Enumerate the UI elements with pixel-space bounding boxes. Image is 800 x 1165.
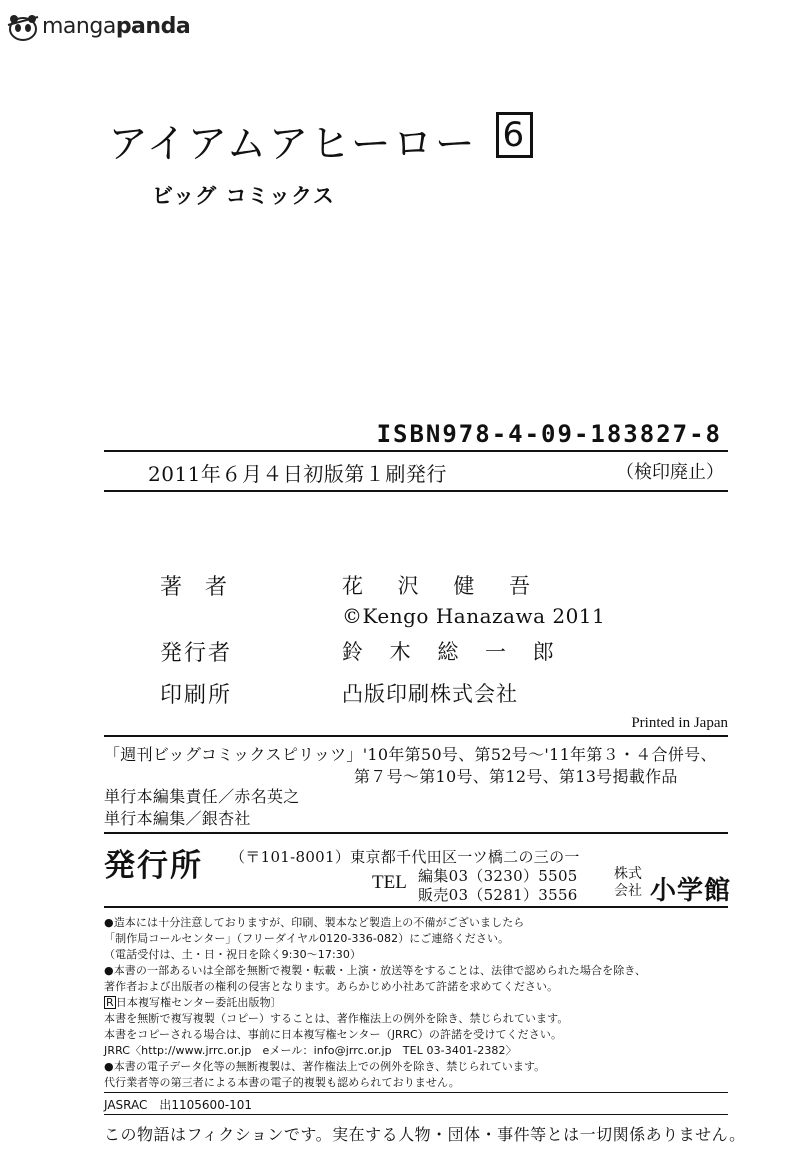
first-edition-date: 2011年６月４日初版第１刷発行 bbox=[148, 462, 447, 486]
tel-sales: 販売03（5281）3556 bbox=[418, 886, 578, 904]
volume-number: 6 bbox=[496, 112, 534, 158]
notice-jrrc-text: 日本複写権センター委託出版物〕 bbox=[115, 996, 282, 1009]
copyright: ©Kengo Hanazawa 2011 bbox=[342, 604, 606, 628]
watermark-logo bbox=[6, 6, 190, 46]
notice-line: 代行業者等の第三者による本書の電子的複製も認められておりません。 bbox=[104, 1076, 460, 1089]
tel-label: TEL bbox=[372, 872, 407, 893]
divider bbox=[104, 735, 728, 737]
logo-text-light: manga bbox=[42, 13, 116, 39]
book-title-text: アイアムアヒーロー bbox=[108, 121, 477, 167]
divider bbox=[104, 1092, 728, 1093]
notice-line: 本書をコピーされる場合は、事前に日本複写権センター（JRRC）の許諾を受けてください。 bbox=[104, 1028, 563, 1041]
inspection-note: （検印廃止） bbox=[616, 462, 724, 483]
printer-label: 印刷所 bbox=[160, 683, 233, 708]
editor-responsible: 単行本編集責任／赤名英之 bbox=[104, 787, 300, 806]
serialization-line2: 第７号〜第10号、第12号、第13号掲載作品 bbox=[354, 767, 678, 786]
notice-line: ●本書の電子データ化等の無断複製は、著作権法上での例外を除き、禁じられています。 bbox=[104, 1060, 546, 1073]
printed-in-japan: Printed in Japan bbox=[631, 715, 728, 731]
notice-line: （電話受付は、土・日・祝日を除く9:30〜17:30） bbox=[104, 948, 362, 961]
divider bbox=[104, 1114, 728, 1115]
divider bbox=[104, 490, 728, 492]
notice-line: ●造本には十分注意しておりますが、印刷、製本など製造上の不備がございましたら bbox=[104, 916, 525, 929]
divider bbox=[104, 906, 728, 908]
publisher-name: 鈴 木 総 一 郎 bbox=[342, 640, 564, 664]
publishing-house-label: 発行所 bbox=[104, 848, 203, 884]
publishing-address: （〒101-8001）東京都千代田区一ツ橋二の三の一 bbox=[230, 848, 580, 866]
notice-line: 「制作局コールセンター」（フリーダイヤル0120-336-082）にご連絡ください。 bbox=[104, 932, 510, 945]
notice-line-jrrc bbox=[104, 994, 282, 1010]
registered-mark-icon: R bbox=[106, 996, 114, 1009]
isbn: ISBN978-4-09-183827-8 bbox=[376, 420, 722, 448]
corp-bottom: 会社 bbox=[614, 883, 642, 899]
notice-line: JRRC〈http://www.jrrc.or.jp eメール：info@jrrc.or.jp TEL 03-3401-2382〉 bbox=[104, 1044, 517, 1057]
book-title bbox=[108, 112, 533, 169]
author-name: 花 沢 健 吾 bbox=[342, 574, 545, 598]
logo-text-bold: panda bbox=[115, 13, 191, 39]
panda-mascot-icon bbox=[6, 9, 40, 43]
publisher-label: 発行者 bbox=[160, 641, 233, 666]
company-name: 小学館 bbox=[650, 876, 732, 906]
editor-studio: 単行本編集／銀杏社 bbox=[104, 809, 251, 828]
tel-editorial: 編集03（3230）5505 bbox=[418, 867, 578, 885]
notice-line: ●本書の一部あるいは全部を無断で複製・転載・上演・放送等をすることは、法律で認められた場合を除き、 bbox=[104, 964, 647, 977]
notice-line: 著作者および出版者の権利の侵害となります。あらかじめ小社あて許諾を求めてください。 bbox=[104, 980, 559, 993]
notice-line: 本書を無断で複写複製（コピー）することは、著作権法上の例外を除き、禁じられています。 bbox=[104, 1012, 569, 1025]
author-label: 著 者 bbox=[160, 575, 235, 600]
printer-name: 凸版印刷株式会社 bbox=[342, 682, 518, 706]
series-name: ビッグ コミックス bbox=[152, 184, 335, 208]
serialization-line1: 「週刊ビッグコミックスピリッツ」'10年第50号、第52号〜'11年第３・４合併号、 bbox=[104, 745, 717, 764]
jasrac-code: JASRAC 出1105600-101 bbox=[104, 1098, 253, 1112]
divider bbox=[104, 832, 728, 834]
divider bbox=[104, 450, 728, 452]
corp-top: 株式 bbox=[614, 866, 642, 882]
fiction-disclaimer: この物語はフィクションです。実在する人物・団体・事件等とは一切関係ありません。 bbox=[104, 1125, 746, 1144]
